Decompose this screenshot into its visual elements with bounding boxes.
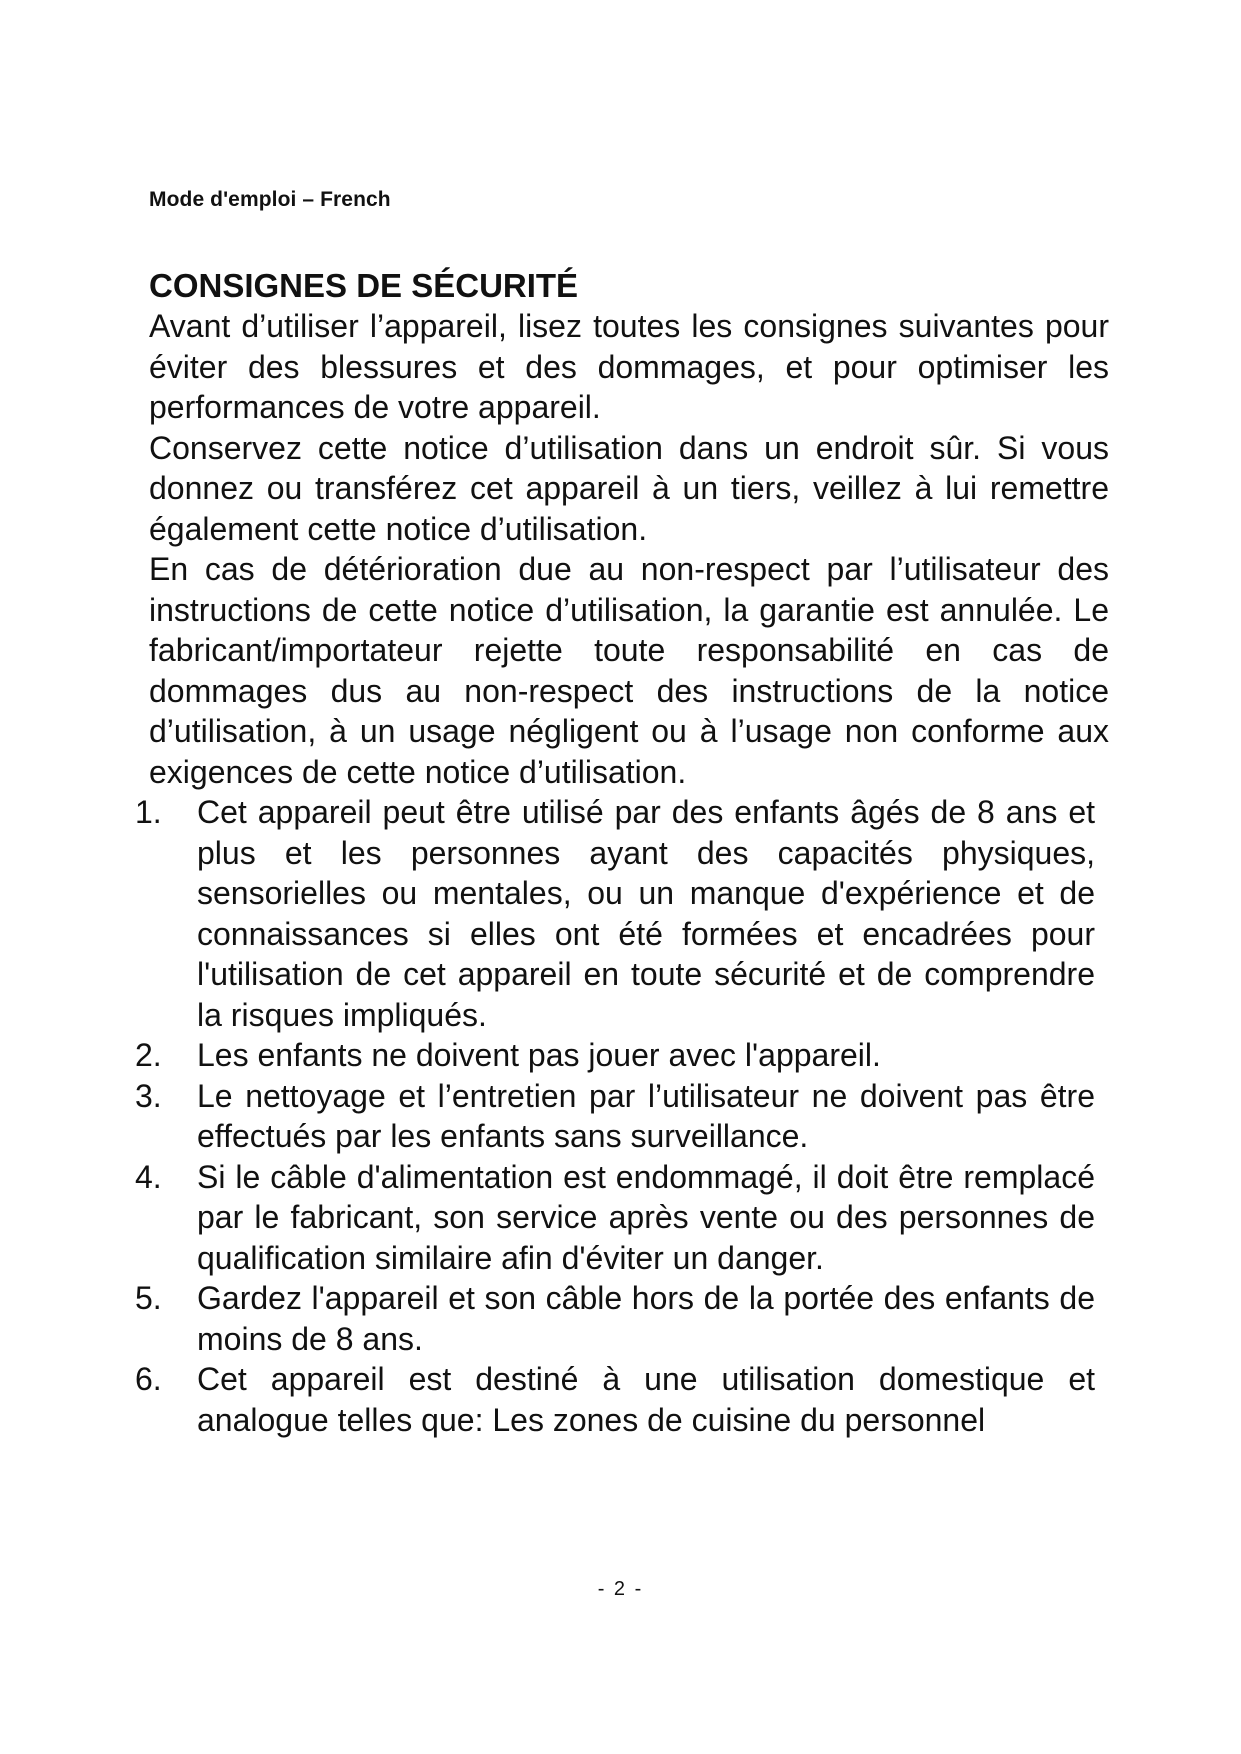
item-text: Si le câble d'alimentation est endommagé, il doit être remplacé par le fabricant, son service après vente ou des personnes de qualification similaire afin d'éviter un danger. bbox=[197, 1158, 1095, 1276]
item-text: Les enfants ne doivent pas jouer avec l'appareil. bbox=[197, 1037, 881, 1073]
item-number: 5. bbox=[135, 1280, 162, 1316]
list-item bbox=[135, 1076, 1095, 1157]
item-number: 3. bbox=[135, 1077, 162, 1114]
list-item bbox=[135, 1157, 1095, 1279]
item-text: Cet appareil est destiné à une utilisation domestique et analogue telles que: Les zones de cuisine du personnel bbox=[197, 1361, 1095, 1438]
item-number: 2. bbox=[135, 1037, 162, 1073]
item-text: Gardez l'appareil et son câble hors de la portée des enfants de moins de 8 ans. bbox=[197, 1280, 1095, 1357]
intro-text bbox=[149, 306, 1109, 792]
list-item bbox=[135, 1035, 1095, 1076]
safety-rules-list bbox=[135, 792, 1095, 1440]
intro-paragraph: En cas de détérioration due au non-respect par l’utilisateur des instructions de cette notice d’utilisation, la garantie est annulée. Le fabricant/importateur rejette toute responsabilité en cas de dommages dus au non-respect des instructions de la notice d’utilisation, à un usage négligent ou à l’usage non conforme aux exigences de cette notice d’utilisation. bbox=[149, 551, 1109, 790]
list-item bbox=[135, 792, 1095, 1035]
page-content bbox=[135, 266, 1109, 1440]
list-item bbox=[135, 1359, 1095, 1440]
running-header: Mode d'emploi – French bbox=[149, 188, 391, 211]
item-text: Cet appareil peut être utilisé par des enfants âgés de 8 ans et plus et les personnes ayant des capacités physiques, sensorielles ou mentales, ou un manque d'expérience et de connaissances si elles ont été formées et encadrées pour l'utilisation de cet appareil en toute sécurité et de comprendre la risques impliqués. bbox=[197, 794, 1095, 1033]
intro-paragraph: Avant d’utiliser l’appareil, lisez toutes les consignes suivantes pour éviter des blessures et des dommages, et pour optimiser les performances de votre appareil. bbox=[149, 308, 1109, 425]
section-title: CONSIGNES DE SÉCURITÉ bbox=[149, 267, 579, 304]
item-text: Le nettoyage et l’entretien par l’utilisateur ne doivent pas être effectués par les enfants sans surveillance. bbox=[197, 1077, 1095, 1154]
item-number: 1. bbox=[135, 794, 162, 830]
page-number: - 2 - bbox=[597, 1578, 644, 1600]
item-number: 6. bbox=[135, 1361, 162, 1397]
list-item bbox=[135, 1278, 1095, 1359]
intro-paragraph: Conservez cette notice d’utilisation dans un endroit sûr. Si vous donnez ou transférez cet appareil à un tiers, veillez à lui remettre également cette notice d’utilisation. bbox=[149, 429, 1109, 547]
item-number: 4. bbox=[135, 1158, 162, 1195]
